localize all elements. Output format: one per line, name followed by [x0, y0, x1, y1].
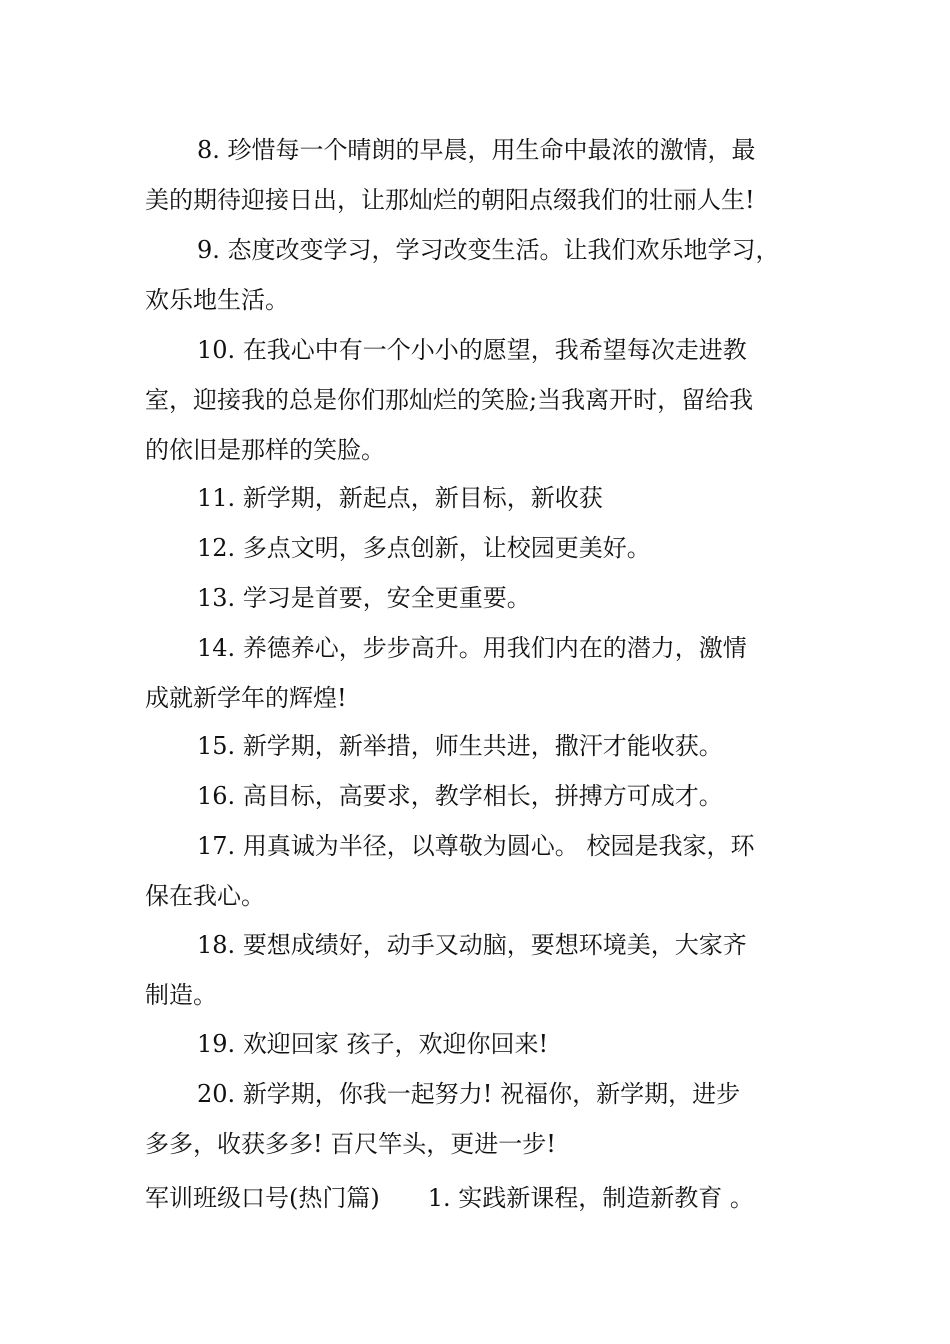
item-text-line: 多点文明，多点创新，让校园更美好。: [242, 534, 651, 562]
item-text-line: 在我心中有一个小小的愿望，我希望每次走进教: [242, 336, 747, 364]
slogan-item-19: [145, 1019, 815, 1069]
slogan-item-9: [145, 225, 815, 325]
item-text-line: 新学期，你我一起努力! 祝福你，新学期，进步: [242, 1080, 741, 1108]
item-number: 14.: [197, 634, 236, 662]
item-text-line: 新学期，新举措，师生共进，撒汗才能收获。: [242, 732, 723, 760]
item-text-line: 新学期，新起点，新目标，新收获: [242, 484, 603, 512]
item-number: 17.: [197, 832, 236, 860]
item-text-line: 养德养心，步步高升。用我们内在的潜力，激情: [242, 634, 747, 662]
item-text-line: 高目标，高要求，教学相长，拼搏方可成才。: [242, 782, 723, 810]
item-text-line: 欢迎回家 孩子，欢迎你回来!: [242, 1030, 549, 1058]
item-number: 13.: [197, 584, 236, 612]
item-number: 12.: [197, 534, 236, 562]
item-text-line: 珍惜每一个晴朗的早晨，用生命中最浓的激情，最: [227, 136, 756, 164]
item-number: 18.: [197, 931, 236, 959]
item-text-line: 美的期待迎接日出，让那灿烂的朝阳点缀我们的壮丽人生!: [145, 186, 755, 214]
item-text-line: 成就新学年的辉煌!: [145, 684, 347, 712]
section-first-item: 1. 实践新课程，制造新教育 。: [427, 1184, 754, 1212]
item-number: 9.: [197, 236, 220, 264]
item-text-line: 保在我心。: [145, 882, 265, 910]
item-number: 11.: [197, 484, 236, 512]
slogan-item-17: [145, 821, 815, 921]
item-text-line: 用真诚为半径，以尊敬为圆心。 校园是我家，环: [242, 832, 755, 860]
slogan-item-14: [145, 623, 815, 723]
item-text-line: 学习是首要，安全更重要。: [242, 584, 531, 612]
item-number: 19.: [197, 1030, 236, 1058]
slogan-item-13: [145, 573, 815, 623]
item-text-line: 要想成绩好，动手又动脑，要想环境美，大家齐: [242, 931, 747, 959]
item-text-line: 室，迎接我的总是你们那灿烂的笑脸;当我离开时，留给我: [145, 386, 754, 414]
slogan-item-18: [145, 920, 815, 1020]
item-text-line: 制造。: [145, 981, 217, 1009]
slogan-item-16: [145, 771, 815, 821]
section-title: 军训班级口号(热门篇): [145, 1184, 380, 1212]
item-text-line: 的依旧是那样的笑脸。: [145, 436, 385, 464]
slogan-item-12: [145, 523, 815, 573]
item-number: 8.: [197, 136, 220, 164]
item-number: 16.: [197, 782, 236, 810]
item-text-line: 欢乐地生活。: [145, 286, 289, 314]
item-text-line: 态度改变学习，学习改变生活。让我们欢乐地学习，: [227, 236, 780, 264]
item-number: 10.: [197, 336, 236, 364]
item-number: 15.: [197, 732, 236, 760]
item-text-line: 多多，收获多多! 百尺竿头，更进一步!: [145, 1130, 556, 1158]
slogan-item-11: [145, 473, 815, 523]
slogan-item-10: [145, 325, 815, 475]
slogan-item-8: [145, 125, 815, 225]
slogan-item-20: [145, 1069, 815, 1169]
slogan-item-15: [145, 721, 815, 771]
item-number: 20.: [197, 1080, 236, 1108]
section-line: [145, 1173, 754, 1223]
